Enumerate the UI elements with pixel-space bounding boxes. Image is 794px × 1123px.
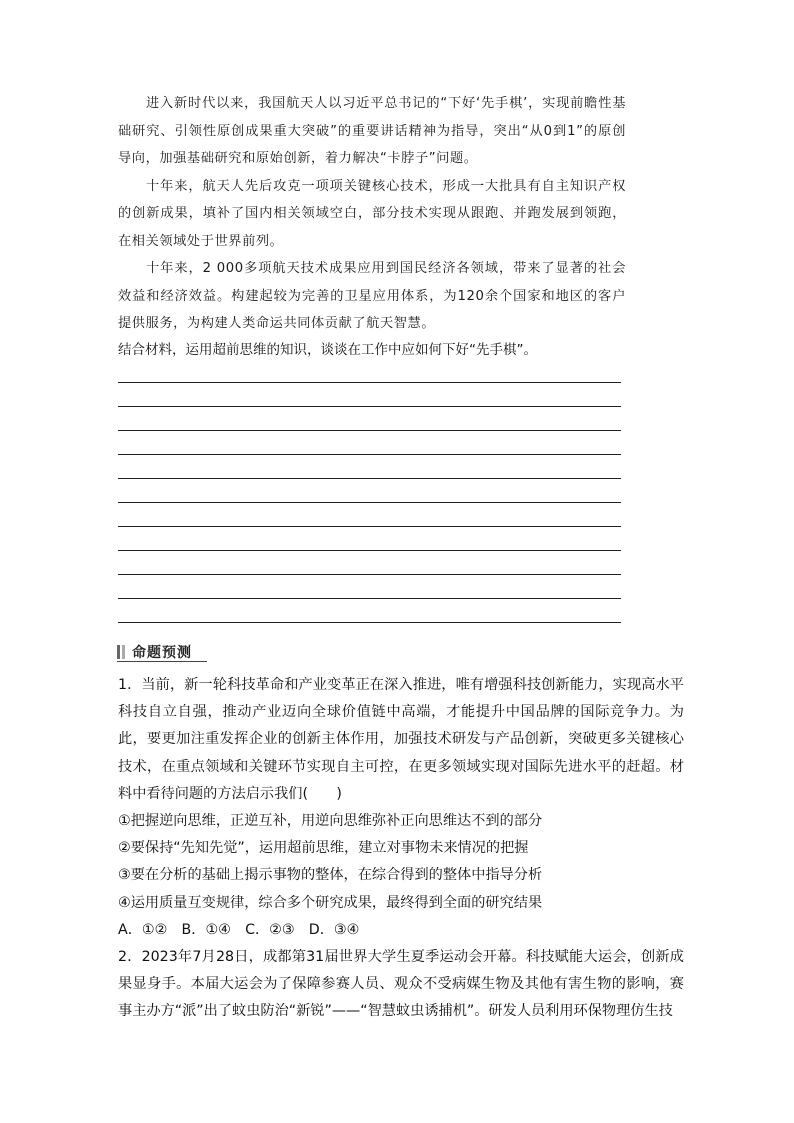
answer-lines[interactable] xyxy=(118,382,621,623)
question-1-option-1: ①把握逆向思维，正逆互补，用逆向思维弥补正向思维达不到的部分 xyxy=(118,813,543,830)
answer-line xyxy=(118,575,621,599)
answer-line xyxy=(118,431,621,455)
answer-line xyxy=(118,383,621,407)
material-paragraph-1: 进入新时代以来，我国航天人以习近平总书记的“下好‘先手棋’，实现前瞻性基础研究、引领性原创成果重大突破”的重要讲话精神为指导，突出“从0到1”的原创导向，加强基础研究和原始创新，着力解决“卡脖子”问题。 xyxy=(118,96,626,166)
question-2-text: 2．2023年7月28日，成都第31届世界大学生夏季运动会开幕。科技赋能大运会，创新成果显身手。本届大运会为了保障参赛人员、观众不受病媒生物及其他有害生物的影响，赛事主办方“派”出了蚊虫防治“新锐”——“智慧蚊虫诱捕机”。研发人员利用环保物理仿生技 xyxy=(118,949,684,1020)
answer-line xyxy=(118,527,621,551)
material-block xyxy=(118,90,626,338)
answer-line xyxy=(118,551,621,575)
answer-line xyxy=(118,407,621,431)
questions-block xyxy=(118,672,684,1026)
question-1-option-3: ③要在分析的基础上揭示事物的整体，在综合得到的整体中指导分析 xyxy=(118,867,543,884)
material-paragraph-2: 十年来，航天人先后攻克一项项关键核心技术，形成一大批具有自主知识产权的创新成果，填补了国内相关领域空白，部分技术实现从跟跑、并跑发展到领跑，在相关领域处于世界前列。 xyxy=(118,178,626,249)
question-1-text: 1．当前，新一轮科技革命和产业变革正在深入推进，唯有增强科技创新能力，实现高水平科技自立自强，推动产业迈向全球价值链中高端，才能提升中国品牌的国际竞争力。为此，要更加注重发挥企业的创新主体作用，加强技术研发与产品创新，突破更多关键核心技术，在重点领域和关键环节实现自主可控，在更多领域实现对国际先进水平的赶超。材料中看待问题的方法启示我们( ) xyxy=(118,677,684,802)
section-title: 命题预测 xyxy=(132,644,192,661)
question-prompt: 结合材料，运用超前思维的知识，谈谈在工作中应如何下好“先手棋”。 xyxy=(118,342,537,358)
question-1-option-2: ②要保持“先知先觉”，运用超前思维，建立对事物未来情况的把握 xyxy=(118,840,529,857)
section-header xyxy=(117,642,207,662)
question-1-option-4: ④运用质量互变规律，综合多个研究成果，最终得到全面的研究结果 xyxy=(118,894,543,911)
answer-line xyxy=(118,479,621,503)
answer-line xyxy=(118,503,621,527)
answer-line xyxy=(118,455,621,479)
section-marker-icon xyxy=(117,645,127,659)
material-paragraph-3: 十年来，2 000多项航天技术成果应用到国民经济各领域，带来了显著的社会效益和经济效益。构建起较为完善的卫星应用体系，为120余个国家和地区的客户提供服务，为构建人类命运共同体贡献了航天智慧。 xyxy=(118,261,626,331)
answer-line xyxy=(118,599,621,623)
question-1-choices: A．①② B．①④ C．②③ D．③④ xyxy=(118,921,360,938)
